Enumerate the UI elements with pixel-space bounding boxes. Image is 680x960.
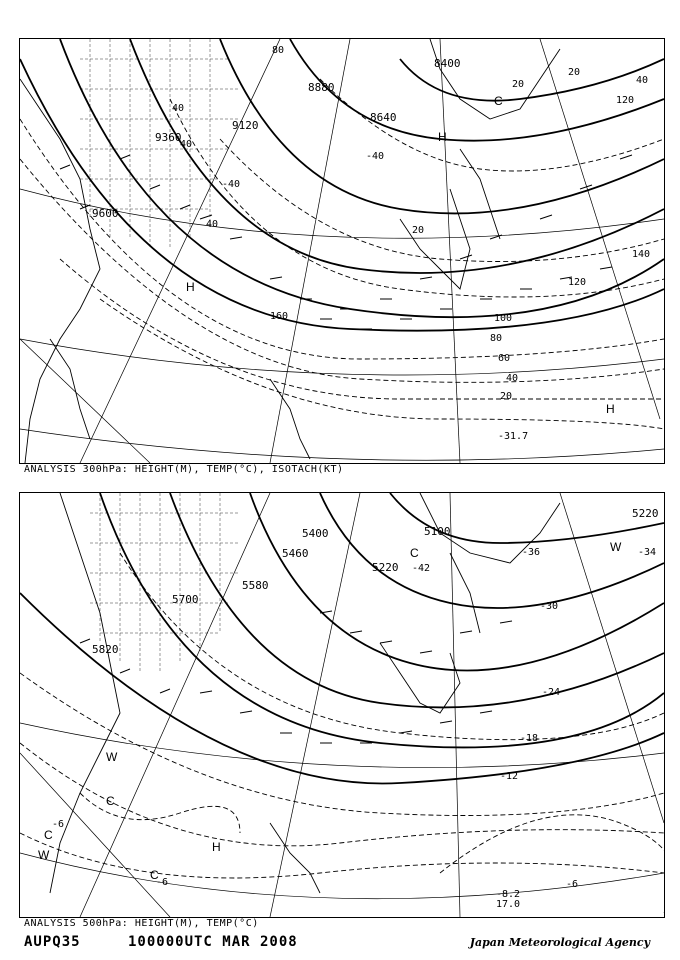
station-value: 17.0 [496, 899, 521, 910]
isotach-label: 140 [632, 249, 651, 260]
pressure-center-label: H [212, 840, 221, 854]
temp-label: -36 [522, 547, 541, 558]
agency-name: Japan Meteorological Agency [469, 936, 650, 949]
chart-300hpa [19, 38, 665, 464]
isotach-label: 120 [616, 95, 635, 106]
height-label: 9360 [155, 131, 182, 144]
station-value: -31.7 [498, 431, 529, 442]
pressure-center-label: C [150, 868, 159, 882]
isotach-label: 80 [490, 333, 503, 344]
temp-label: -6 [566, 879, 579, 890]
temp-label: -42 [412, 563, 431, 574]
pressure-center-label: W [38, 848, 50, 862]
isotach-label: 20 [412, 225, 425, 236]
height-label: 5460 [282, 547, 309, 560]
caption-300hpa: ANALYSIS 300hPa: HEIGHT(M), TEMP(°C), ISOTACH(KT) [24, 464, 344, 475]
height-label: 8400 [434, 57, 461, 70]
isotach-label: 120 [568, 277, 587, 288]
station-value: -8.2 [496, 889, 521, 900]
isotach-label: 20 [500, 391, 513, 402]
pressure-center-label: C [106, 794, 115, 808]
height-label: 9600 [92, 207, 119, 220]
pressure-center-label: W [610, 540, 622, 554]
temp-label: -30 [540, 601, 559, 612]
height-label: 5100 [424, 525, 451, 538]
pressure-center-label: C [44, 828, 53, 842]
temp-label: -24 [542, 687, 561, 698]
height-label: 8880 [308, 81, 335, 94]
pressure-center-label: H [606, 402, 615, 416]
temp-label: -6 [156, 877, 169, 888]
analysis-time: 100000UTC MAR 2008 [128, 934, 298, 950]
caption-500hpa: ANALYSIS 500hPa: HEIGHT(M), TEMP(°C) [24, 918, 259, 929]
height-label: 5220 [372, 561, 399, 574]
isotach-label: 40 [172, 103, 185, 114]
temp-label: -40 [366, 151, 385, 162]
height-label: 5700 [172, 593, 199, 606]
isotach-label: 160 [270, 311, 289, 322]
map-300hpa [20, 39, 664, 463]
isotach-label: 20 [512, 79, 525, 90]
graticule [20, 39, 664, 463]
temp-label: -12 [500, 771, 519, 782]
pressure-center-label: C [410, 546, 419, 560]
temp-label: -40 [222, 179, 241, 190]
isotach-label: 100 [494, 313, 513, 324]
map-500hpa [20, 493, 664, 917]
isotach-label: 80 [272, 45, 285, 56]
temp-label: -18 [520, 733, 539, 744]
height-label: 5580 [242, 579, 269, 592]
isotach-label: 60 [498, 353, 511, 364]
isotach-label: 40 [206, 219, 219, 230]
height-label: 8640 [370, 111, 397, 124]
height-label: 5400 [302, 527, 329, 540]
coastline [20, 39, 560, 463]
pressure-center-label: H [186, 280, 195, 294]
isotach-label: 40 [506, 373, 519, 384]
isotach-label: 40 [180, 139, 193, 150]
bulletin-code: AUPQ35 [24, 934, 81, 950]
temp-label: -34 [638, 547, 657, 558]
graticule [20, 493, 664, 917]
chart-500hpa [19, 492, 665, 918]
isotach-contours [20, 79, 664, 429]
height-label: 5220 [632, 507, 659, 520]
isotach-label: 40 [636, 75, 649, 86]
pressure-center-label: C [494, 94, 503, 108]
height-contours [20, 493, 664, 783]
height-label: 5820 [92, 643, 119, 656]
pressure-center-label: W [106, 750, 118, 764]
height-label: 9120 [232, 119, 259, 132]
temp-label: -6 [52, 819, 65, 830]
pressure-center-label: H [438, 130, 447, 144]
isotach-label: 20 [568, 67, 581, 78]
